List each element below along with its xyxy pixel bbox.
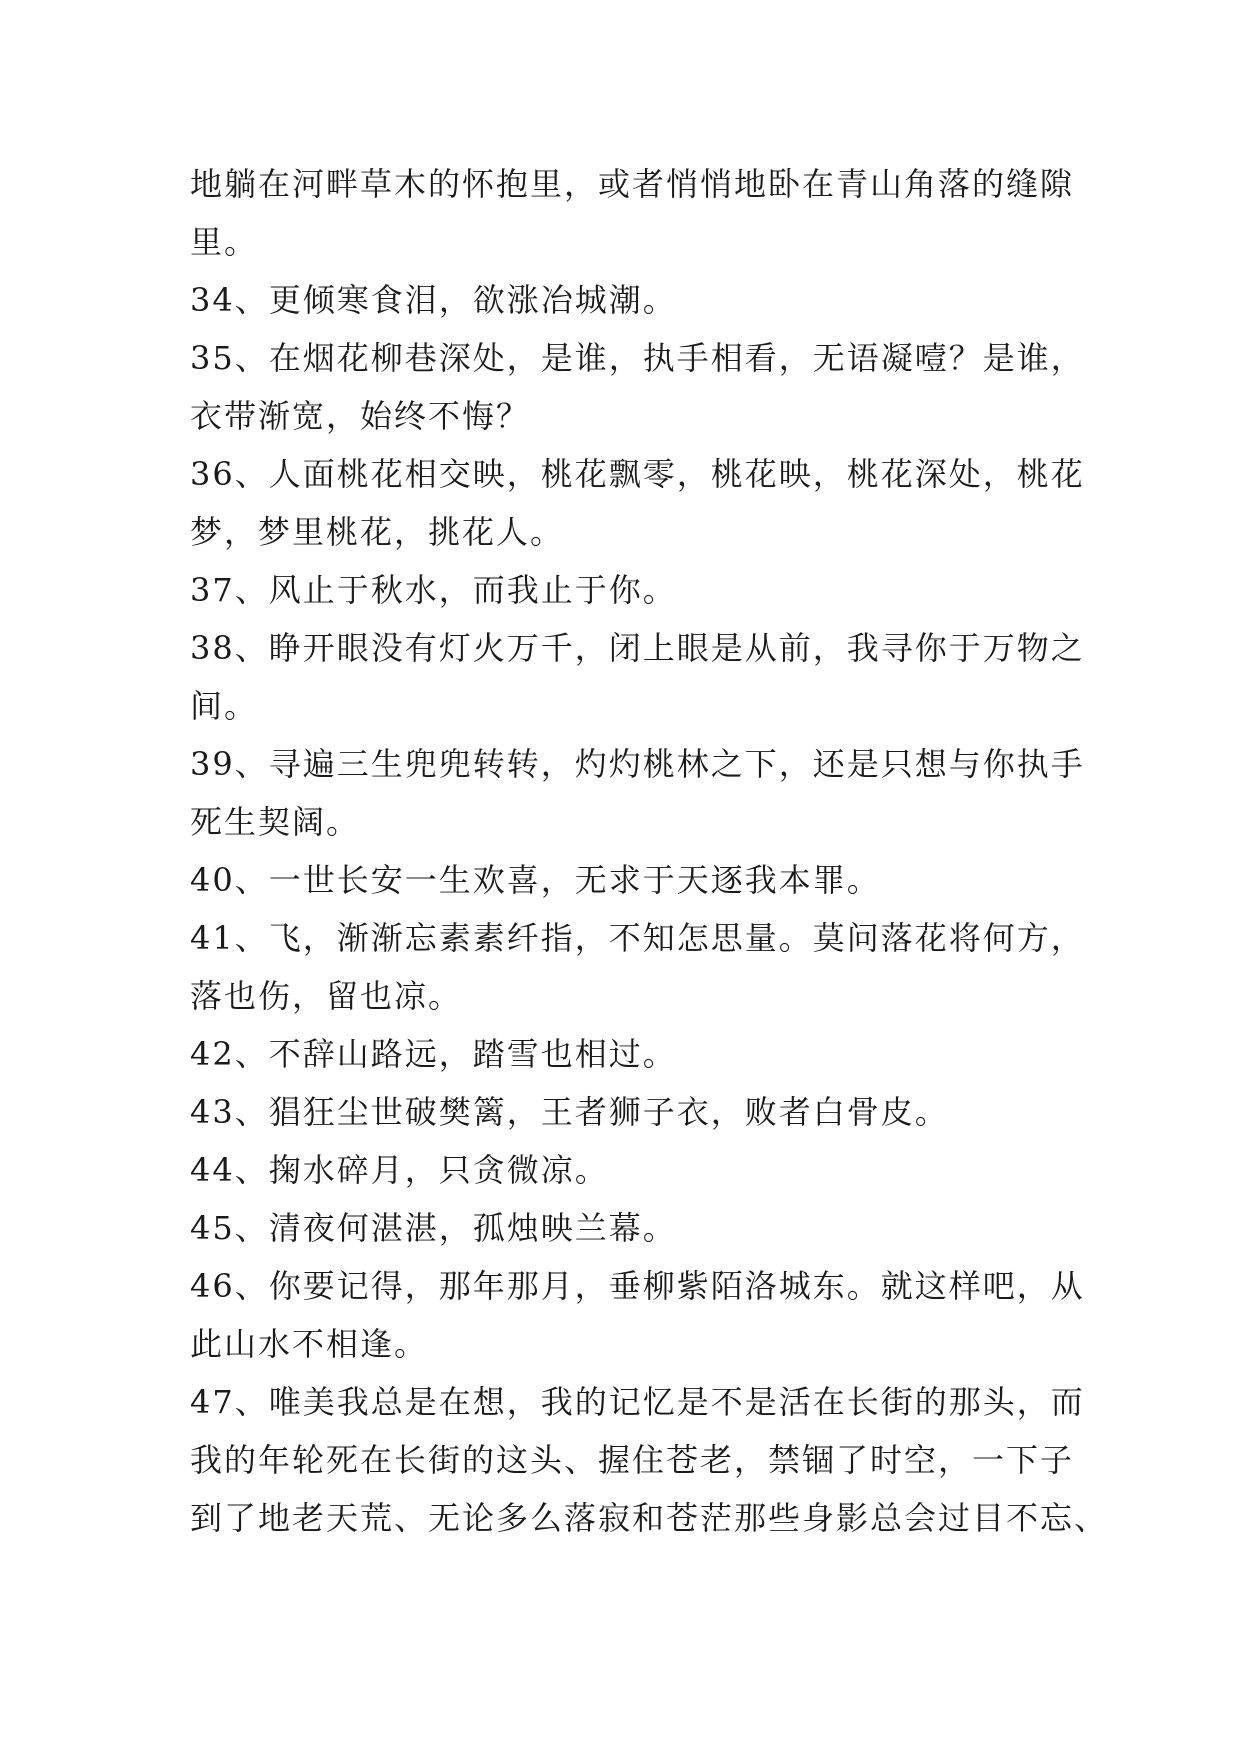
text-line: 34、更倾寒食泪，欲涨冶城潮。 [190,281,677,319]
text-line: 37、风止于秋水，而我止于你。 [190,571,677,609]
text-line: 43、猖狂尘世破樊篱，王者狮子衣，败者白骨皮。 [190,1093,949,1131]
text-line: 42、不辞山路远，踏雪也相过。 [190,1035,677,1073]
text-line: 38、睁开眼没有灯火万千，闭上眼是从前，我寻你于万物之 [190,629,1085,667]
text-line: 间。 [190,687,259,725]
text-line: 此山水不相逢。 [190,1325,429,1363]
text-line: 落也伤，留也凉。 [190,977,463,1015]
text-line: 35、在烟花柳巷深处，是谁，执手相看，无语凝噎？是谁， [190,339,1085,377]
document-body [190,155,1109,1547]
text-line: 里。 [190,223,259,261]
text-line: 36、人面桃花相交映，桃花飘零，桃花映，桃花深处，桃花 [190,455,1085,493]
text-line: 地躺在河畔草木的怀抱里，或者悄悄地卧在青山角落的缝隙 [190,165,1075,203]
text-line: 39、寻遍三生兜兜转转，灼灼桃林之下，还是只想与你执手 [190,745,1085,783]
text-line: 衣带渐宽，始终不悔？ [190,397,531,435]
text-line: 47、唯美我总是在想，我的记忆是不是活在长街的那头，而 [190,1383,1085,1421]
text-line: 44、掬水碎月，只贪微凉。 [190,1151,609,1189]
text-line: 到了地老天荒、无论多么落寂和苍茫那些身影总会过目不忘、 [190,1499,1109,1537]
text-line: 46、你要记得，那年那月，垂柳紫陌洛城东。就这样吧，从 [190,1267,1085,1305]
text-line: 梦，梦里桃花，挑花人。 [190,513,565,551]
text-line: 40、一世长安一生欢喜，无求于天逐我本罪。 [190,861,881,899]
text-line: 41、飞，渐渐忘素素纤指，不知怎思量。莫问落花将何方， [190,919,1085,957]
text-line: 45、清夜何湛湛，孤烛映兰幕。 [190,1209,677,1247]
text-line: 死生契阔。 [190,803,361,841]
text-line: 我的年轮死在长街的这头、握住苍老，禁锢了时空，一下子 [190,1441,1075,1479]
